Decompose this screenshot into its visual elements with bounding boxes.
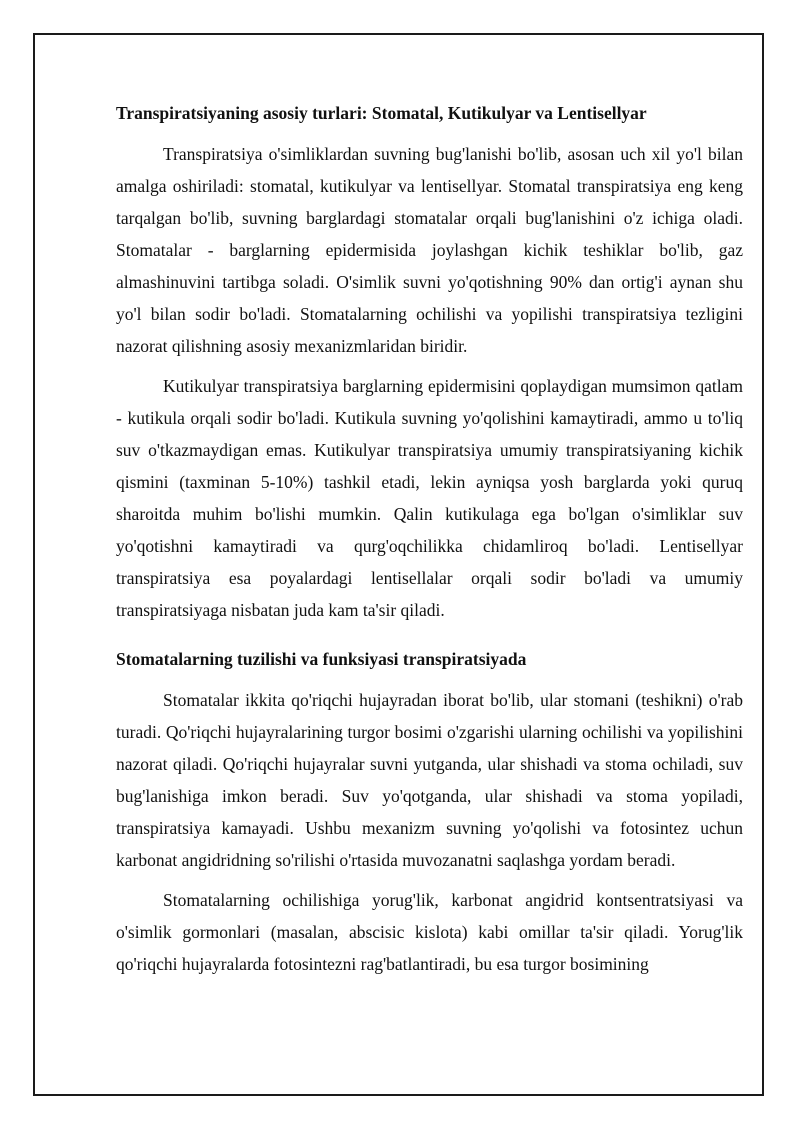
paragraph-stomatal-transpiration: Transpiratsiya o'simliklardan suvning bug'lanishi bo'lib, asosan uch xil yo'l bilan amalga oshiriladi: stomatal, kutikulyar va lentisellyar. Stomatal transpiratsiya eng keng tarqalgan bo'lib, suvning barglardagi stomatalar orqali bug'lanishini o'z ichiga oladi. Stomatalar - barglarning epidermisida joylashgan kichik teshiklar bo'lib, gaz almashinuvini tartibga soladi. O'simlik suvni yo'qotishning 90% dan ortig'i aynan shu yo'l bilan sodir bo'ladi. Stomatalarning ochilishi va yopilishi transpiratsiya tezligini nazorat qilishning asosiy mexanizmlaridan biridir. <box>116 144 743 356</box>
section-heading-transpiration-types: Transpiratsiyaning asosiy turlari: Stomatal, Kutikulyar va Lentisellyar <box>116 103 647 123</box>
section-heading-stomata-structure: Stomatalarning tuzilishi va funksiyasi transpiratsiyada <box>116 649 527 669</box>
document-body <box>116 100 743 988</box>
paragraph-stomata-opening-factors: Stomatalarning ochilishiga yorug'lik, karbonat angidrid kontsentratsiyasi va o'simlik gormonlari (masalan, abscisic kislota) kabi omillar ta'sir qiladi. Yorug'lik qo'riqchi hujayralarda fotosintezni rag'batlantiradi, bu esa turgor bosimining <box>116 890 743 974</box>
paragraph-guard-cells: Stomatalar ikkita qo'riqchi hujayradan iborat bo'lib, ular stomani (teshikni) o'rab turadi. Qo'riqchi hujayralarining turgor bosimi o'zgarishi ularning ochilishi va yopilishini nazorat qiladi. Qo'riqchi hujayralar suvni yutganda, ular shishadi va stoma ochiladi, suv bug'lanishiga imkon beradi. Suv yo'qotganda, ular shishadi va stoma yopiladi, transpiratsiya kamayadi. Ushbu mexanizm suvning yo'qolishi va fotosintez uchun karbonat angidridning so'rilishi o'rtasida muvozanatni saqlashga yordam beradi. <box>116 690 743 870</box>
paragraph-cuticular-transpiration: Kutikulyar transpiratsiya barglarning epidermisini qoplaydigan mumsimon qatlam - kutikula orqali sodir bo'ladi. Kutikula suvning yo'qolishini kamaytiradi, ammo u to'liq suv o'tkazmaydigan emas. Kutikulyar transpiratsiya umumiy transpiratsiyaning kichik qismini (taxminan 5-10%) tashkil etadi, lekin ayniqsa yosh barglarda yoki quruq sharoitda muhim bo'lishi mumkin. Qalin kutikulaga ega bo'lgan o'simliklar suv yo'qotishni kamaytiradi va qurg'oqchilikka chidamliroq bo'ladi. Lentisellyar transpiratsiya esa poyalardagi lentisellalar orqali sodir bo'ladi va umumiy transpiratsiyaga nisbatan juda kam ta'sir qiladi. <box>116 376 743 620</box>
